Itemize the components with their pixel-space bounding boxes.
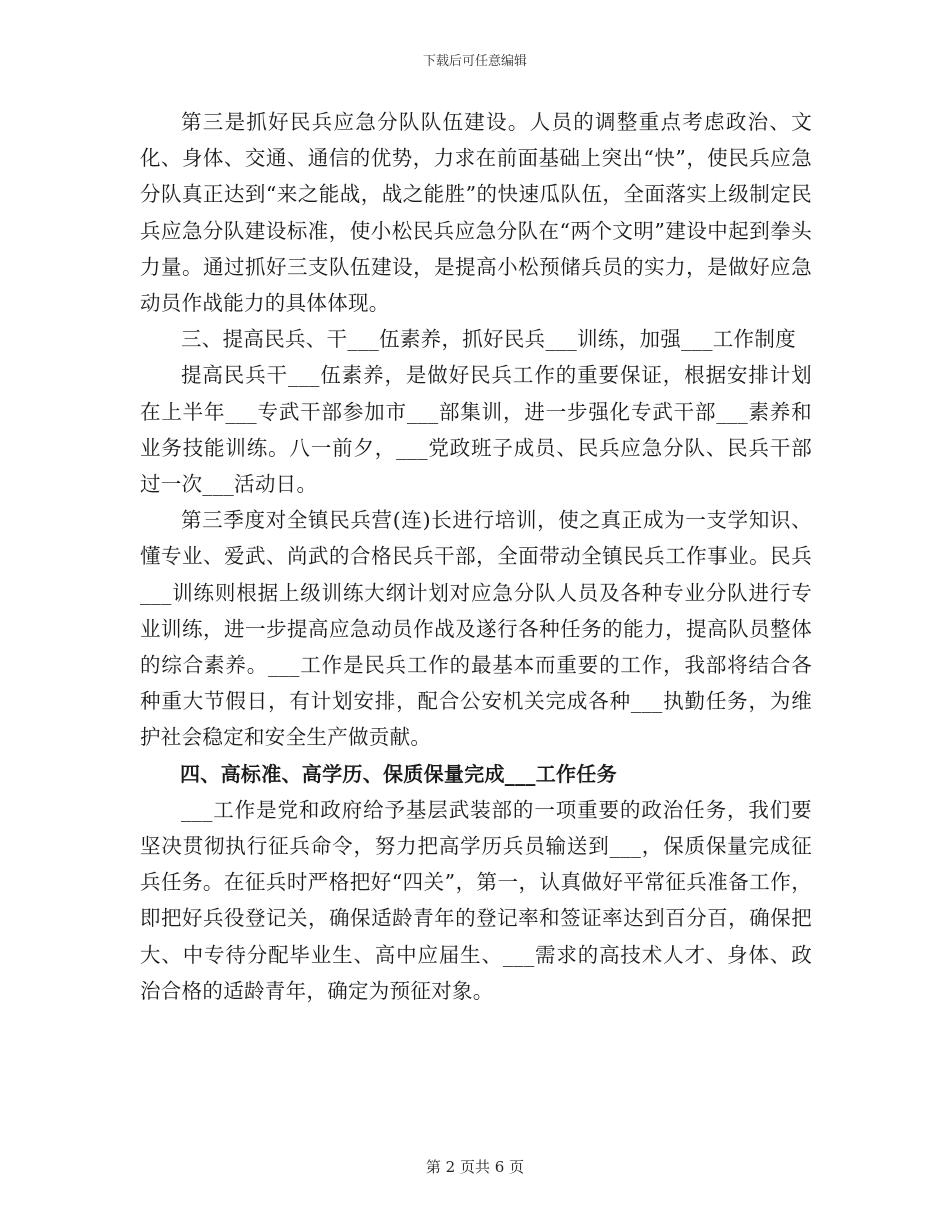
section-heading-four: 四、高标准、高学历、保质保量完成___工作任务 [180, 761, 617, 786]
page-footer: 第 2 页共 6 页 [425, 1158, 525, 1176]
paragraph-conscription: ___工作是党和政府给予基层武装部的一项重要的政治任务，我们要坚决贯彻执行征兵命令，努力把高学历兵员输送到___，保质保量完成征兵任务。在征兵时严格把好“四关”，第一，认真做好平常征兵准备工作，即把好兵役登记关，确保适龄青年的登记率和签证率达到百分百，确保把大、中专待分配毕业生、高中应届生、___需求的高技术人才、身体、政治合格的适龄青年，确定为预征对象。 [140, 797, 812, 1003]
document-body [140, 104, 812, 1009]
section-heading-three: 三、提高民兵、干___伍素养，抓好民兵___训练，加强___工作制度 [181, 327, 796, 352]
page-header: 下载后可任意编辑 [422, 54, 527, 69]
paragraph-third-quarter-training: 第三季度对全镇民兵营(连)长进行培训，使之真正成为一支学知识、懂专业、爱武、尚武的合格民兵干部，全面带动全镇民兵工作事业。民兵___训练则根据上级训练大纲计划对应急分队人员及各种专业分队进行专业训练，进一步提高应急动员作战及遂行各种任务的能力，提高队员整体的综合素养。___工作是民兵工作的最基本而重要的工作，我部将结合各种重大节假日，有计划安排，配合公安机关完成各种___执勤任务，为维护社会稳定和安全生产做贡献。 [140, 508, 812, 750]
paragraph-cadre-quality: 提高民兵干___伍素养，是做好民兵工作的重要保证，根据安排计划在上半年___专武干部参加市___部集训，进一步强化专武干部___素养和业务技能训练。八一前夕，___党政班子成员、民兵应急分队、民兵干部过一次___活动日。 [140, 363, 812, 497]
paragraph-militia-emergency-unit: 第三是抓好民兵应急分队队伍建设。人员的调整重点考虑政治、文化、身体、交通、通信的优势，力求在前面基础上突出“快”，使民兵应急分队真正达到“来之能战，战之能胜”的快速瓜队伍，全面落实上级制定民兵应急分队建设标准，使小松民兵应急分队在“两个文明”建设中起到拳头力量。通过抓好三支队伍建设，是提高小松预储兵员的实力，是做好应急动员作战能力的具体体现。 [140, 110, 812, 316]
